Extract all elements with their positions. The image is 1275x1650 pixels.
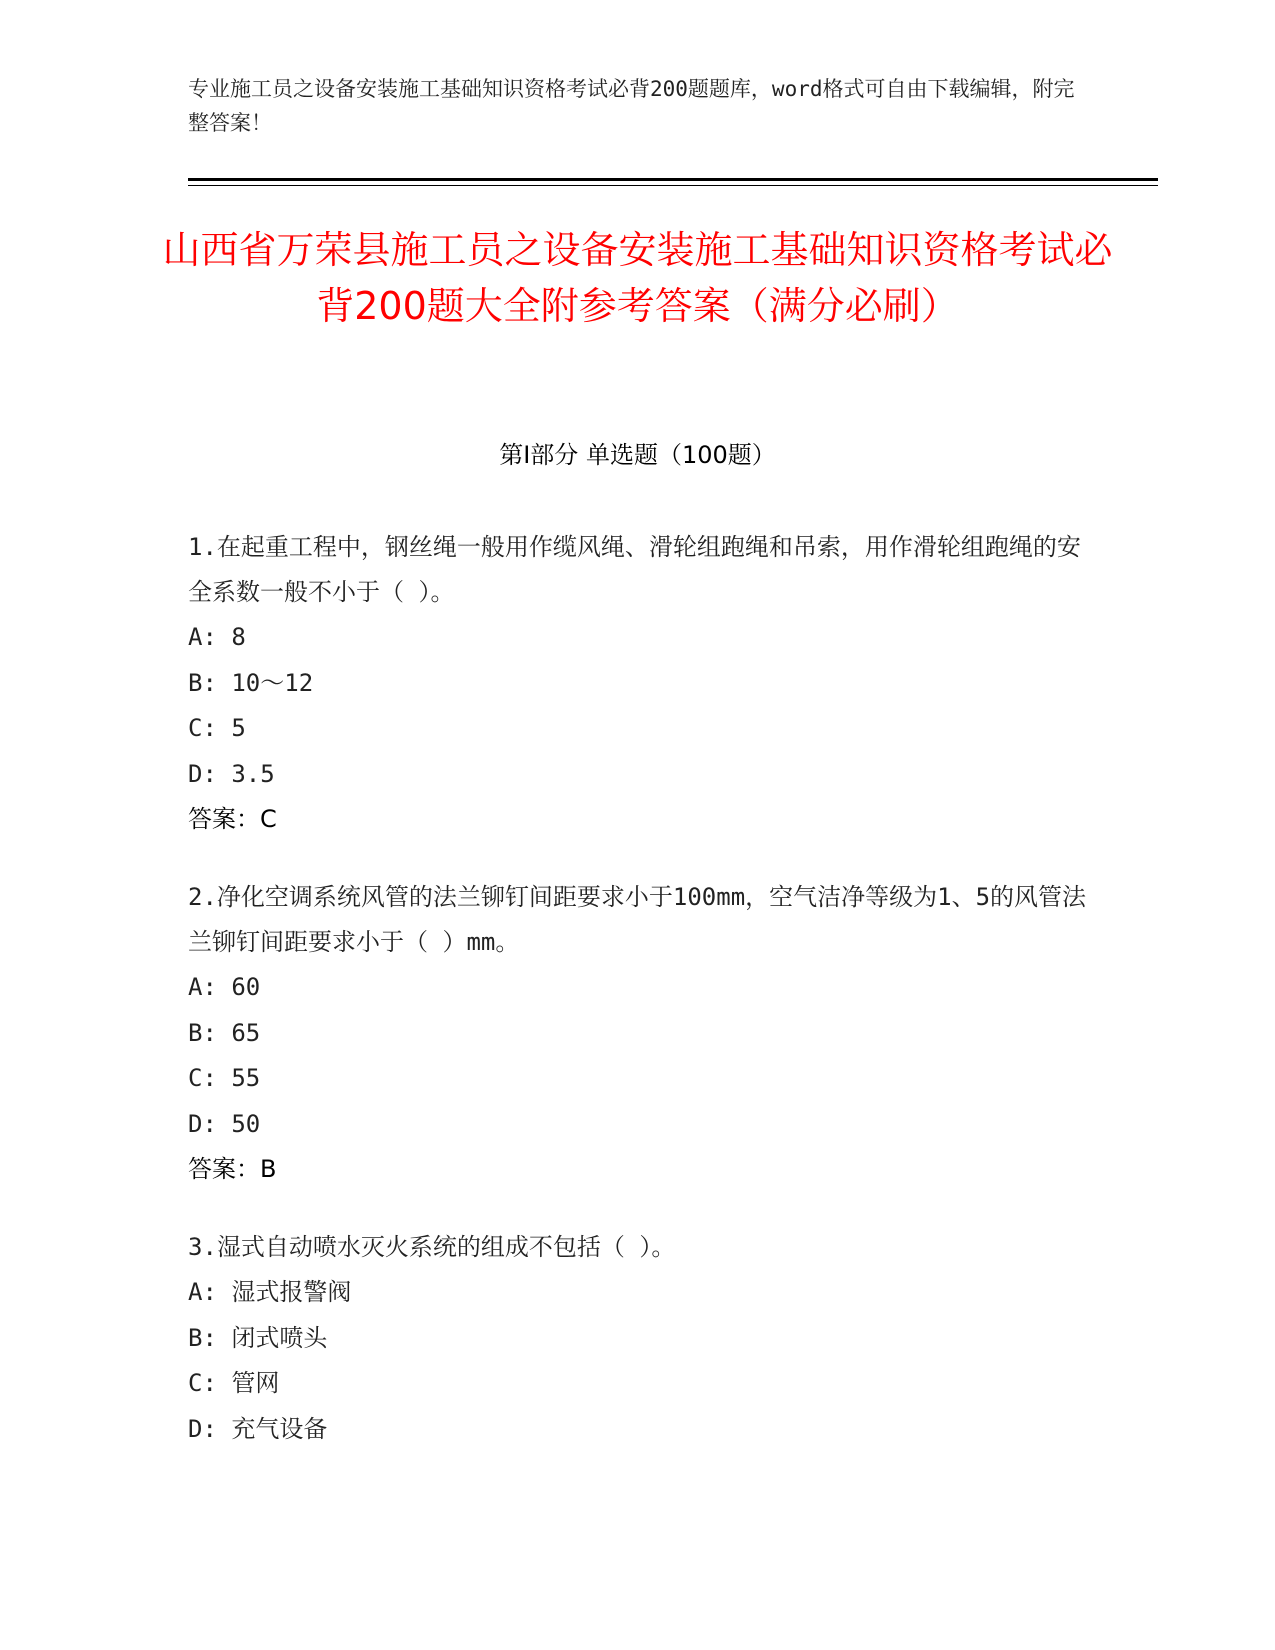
section-title: 第I部分 单选题（100题） [499,441,776,469]
option-a: A: 湿式报警阀 [188,1278,352,1306]
question-stem: 2.净化空调系统风管的法兰铆钉间距要求小于100mm，空气洁净等级为1、5的风管法兰铆钉间距要求小于（ ）mm。 [188,883,1087,956]
header-divider-thin [188,185,1158,186]
option-c: C: 5 [188,714,246,742]
option-b: B: 闭式喷头 [188,1323,328,1352]
question-3 [188,1225,1088,1452]
option-b: B: 10～12 [188,668,314,697]
header-note: 专业施工员之设备安装施工基础知识资格考试必背200题题库，word格式可自由下载编辑，附完整答案！ [188,77,1075,135]
option-c: C: 55 [188,1064,261,1092]
option-a: A: 60 [188,973,261,1001]
question-2 [188,875,1088,1192]
question-list [188,525,1088,1485]
document-title: 山西省万荣县施工员之设备安装施工基础知识资格考试必背200题大全附参考答案（满分必刷） [162,228,1113,328]
answer-line: 答案：C [188,805,277,833]
option-d: D: 充气设备 [188,1414,328,1443]
question-stem: 3.湿式自动喷水灭火系统的组成不包括（ ）。 [188,1233,676,1261]
answer-line: 答案：B [188,1155,277,1183]
option-d: D: 3.5 [188,759,275,788]
option-d: D: 50 [188,1109,261,1138]
question-1 [188,525,1088,842]
option-a: A: 8 [188,623,246,651]
option-b: B: 65 [188,1018,261,1047]
header-divider-thick [188,178,1158,181]
option-c: C: 管网 [188,1369,280,1397]
question-stem: 1.在起重工程中，钢丝绳一般用作缆风绳、滑轮组跑绳和吊索，用作滑轮组跑绳的安全系数一般不小于（ ）。 [188,533,1081,606]
